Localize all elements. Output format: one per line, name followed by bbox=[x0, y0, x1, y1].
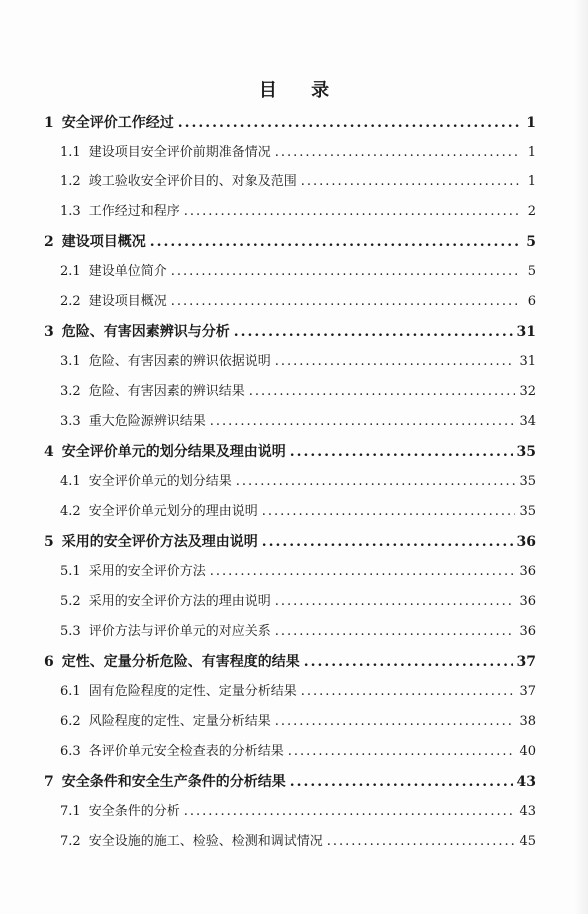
toc-leader-dots bbox=[275, 347, 516, 377]
toc-leader-dots bbox=[301, 677, 516, 707]
toc-entry-number: 3.1 bbox=[60, 354, 81, 369]
toc-entry-3-2 bbox=[60, 377, 536, 407]
toc-leader-dots bbox=[249, 377, 516, 407]
toc-entry-3 bbox=[44, 317, 536, 347]
toc-leader-dots bbox=[290, 767, 513, 797]
toc-entry-title: 安全设施的施工、检验、检测和调试情况 bbox=[88, 834, 323, 849]
toc-leader-dots bbox=[171, 257, 520, 287]
toc-entry-number: 2.1 bbox=[60, 264, 81, 279]
toc-entry-number: 3 bbox=[44, 324, 54, 340]
toc-entry-title: 建设项目概况 bbox=[61, 234, 146, 250]
toc-entry-number: 4.2 bbox=[60, 504, 81, 519]
toc-entry-2-2 bbox=[60, 287, 536, 317]
toc-entry-number: 2 bbox=[44, 234, 54, 250]
toc-entry-number: 6.2 bbox=[60, 714, 81, 729]
toc-entry-1-1 bbox=[60, 138, 536, 168]
toc-leader-dots bbox=[275, 138, 520, 168]
toc-entry-title: 危险、有害因素的辨识依据说明 bbox=[88, 354, 271, 369]
toc-entry-4-2 bbox=[60, 497, 536, 527]
toc-entry-4-1 bbox=[60, 467, 536, 497]
toc-entry-title: 安全条件的分析 bbox=[88, 804, 180, 819]
toc-entry-6-2 bbox=[60, 707, 536, 737]
toc-entry-title: 竣工验收安全评价目的、对象及范围 bbox=[88, 174, 297, 189]
toc-entry-title: 工作经过和程序 bbox=[88, 204, 180, 219]
toc-entry-number: 3.3 bbox=[60, 414, 81, 429]
toc-entry-number: 5.3 bbox=[60, 624, 81, 639]
toc-leader-dots bbox=[275, 707, 516, 737]
toc-entry-page: 32 bbox=[519, 384, 536, 399]
toc-leader-dots bbox=[301, 167, 520, 197]
toc-entry-title: 固有危险程度的定性、定量分析结果 bbox=[88, 684, 297, 699]
toc-leader-dots bbox=[234, 317, 513, 347]
toc-entry-2-1 bbox=[60, 257, 536, 287]
toc-entry-5-2 bbox=[60, 587, 536, 617]
toc-entry-number: 1.2 bbox=[60, 174, 81, 189]
toc-entry-page: 35 bbox=[519, 504, 536, 519]
toc-leader-dots bbox=[262, 497, 516, 527]
toc-entry-1-3 bbox=[60, 197, 536, 227]
page-edge-shadow bbox=[574, 0, 588, 914]
toc-leader-dots bbox=[327, 827, 516, 857]
toc-leader-dots bbox=[184, 797, 516, 827]
toc-entry-title: 安全评价工作经过 bbox=[61, 115, 174, 131]
toc-leader-dots bbox=[210, 407, 516, 437]
toc-entry-title: 安全评价单元划分的理由说明 bbox=[88, 504, 258, 519]
toc-leader-dots bbox=[275, 587, 516, 617]
toc-leader-dots bbox=[210, 557, 516, 587]
toc-entry-title: 采用的安全评价方法 bbox=[88, 564, 206, 579]
toc-entry-6-3 bbox=[60, 737, 536, 767]
toc-entry-2 bbox=[44, 227, 536, 257]
toc-leader-dots bbox=[178, 108, 520, 138]
toc-entry-number: 1 bbox=[44, 115, 54, 131]
toc-entry-number: 6 bbox=[44, 654, 54, 670]
toc-entry-number: 7 bbox=[44, 774, 54, 790]
toc-entry-number: 6.3 bbox=[60, 744, 81, 759]
toc-entry-page: 43 bbox=[519, 804, 536, 819]
toc-entry-title: 采用的安全评价方法的理由说明 bbox=[88, 594, 271, 609]
toc-entry-page: 5 bbox=[527, 264, 536, 279]
toc-entry-number: 5.1 bbox=[60, 564, 81, 579]
toc-leader-dots bbox=[290, 437, 513, 467]
toc-entry-title: 建设单位简介 bbox=[88, 264, 167, 279]
toc-entry-4 bbox=[44, 437, 536, 467]
toc-leader-dots bbox=[150, 227, 520, 257]
toc-entry-page: 36 bbox=[519, 594, 536, 609]
toc-entry-6-1 bbox=[60, 677, 536, 707]
toc-entry-title: 安全评价单元的划分结果 bbox=[88, 474, 232, 489]
toc-leader-dots bbox=[171, 287, 520, 317]
toc-entry-title: 危险、有害因素的辨识结果 bbox=[88, 384, 245, 399]
toc-entry-title: 建设项目安全评价前期准备情况 bbox=[88, 145, 271, 160]
toc-entry-5-1 bbox=[60, 557, 536, 587]
toc-entry-title: 评价方法与评价单元的对应关系 bbox=[88, 624, 271, 639]
toc-entry-page: 31 bbox=[516, 324, 536, 340]
toc-leader-dots bbox=[262, 527, 513, 557]
toc-entry-page: 1 bbox=[526, 115, 536, 131]
toc-entry-1-2 bbox=[60, 167, 536, 197]
toc-entry-page: 45 bbox=[519, 834, 536, 849]
toc-entry-7-1 bbox=[60, 797, 536, 827]
toc-entry-page: 37 bbox=[519, 684, 536, 699]
toc-entry-page: 36 bbox=[519, 624, 536, 639]
toc-entry-page: 34 bbox=[519, 414, 536, 429]
toc-entry-5 bbox=[44, 527, 536, 557]
toc-entry-title: 建设项目概况 bbox=[88, 294, 167, 309]
toc-entry-number: 2.2 bbox=[60, 294, 81, 309]
toc-entry-title: 各评价单元安全检查表的分析结果 bbox=[88, 744, 284, 759]
toc-entry-3-1 bbox=[60, 347, 536, 377]
toc-entry-number: 1.1 bbox=[60, 145, 81, 160]
toc-entry-page: 35 bbox=[519, 474, 536, 489]
toc-entry-number: 7.2 bbox=[60, 834, 81, 849]
toc-entry-number: 3.2 bbox=[60, 384, 81, 399]
toc-entry-page: 1 bbox=[527, 145, 536, 160]
toc-leader-dots bbox=[288, 737, 516, 767]
toc-entry-page: 31 bbox=[519, 354, 536, 369]
toc-leader-dots bbox=[275, 617, 516, 647]
toc-entry-number: 4 bbox=[44, 444, 54, 460]
toc-leader-dots bbox=[184, 197, 520, 227]
toc-entry-title: 采用的安全评价方法及理由说明 bbox=[61, 534, 258, 550]
toc-entry-number: 6.1 bbox=[60, 684, 81, 699]
toc-leader-dots bbox=[236, 467, 516, 497]
toc-entry-number: 5.2 bbox=[60, 594, 81, 609]
toc-entry-page: 37 bbox=[516, 654, 536, 670]
toc-entry-number: 1.3 bbox=[60, 204, 81, 219]
toc-entry-7-2 bbox=[60, 827, 536, 857]
toc-entry-title: 定性、定量分析危险、有害程度的结果 bbox=[61, 654, 300, 670]
toc-entry-number: 7.1 bbox=[60, 804, 81, 819]
toc-entry-page: 40 bbox=[519, 744, 536, 759]
toc-entry-title: 安全条件和安全生产条件的分析结果 bbox=[61, 774, 286, 790]
toc-entry-number: 4.1 bbox=[60, 474, 81, 489]
toc-entry-1 bbox=[44, 108, 536, 138]
toc-entry-page: 35 bbox=[516, 444, 536, 460]
toc-entry-page: 38 bbox=[519, 714, 536, 729]
toc-entry-page: 6 bbox=[527, 294, 536, 309]
toc-entry-page: 1 bbox=[527, 174, 536, 189]
toc-leader-dots bbox=[304, 647, 513, 677]
toc-entry-page: 43 bbox=[516, 774, 536, 790]
toc-entry-title: 危险、有害因素辨识与分析 bbox=[61, 324, 230, 340]
toc-entry-7 bbox=[44, 767, 536, 797]
toc-entry-page: 2 bbox=[527, 204, 536, 219]
toc-entry-title: 重大危险源辨识结果 bbox=[88, 414, 206, 429]
toc-entry-page: 5 bbox=[526, 234, 536, 250]
toc-entry-title: 安全评价单元的划分结果及理由说明 bbox=[61, 444, 286, 460]
toc-entry-title: 风险程度的定性、定量分析结果 bbox=[88, 714, 271, 729]
toc-entry-6 bbox=[44, 647, 536, 677]
toc-entry-page: 36 bbox=[516, 534, 536, 550]
toc-entry-3-3 bbox=[60, 407, 536, 437]
toc-entry-page: 36 bbox=[519, 564, 536, 579]
page-title: 目 录 bbox=[258, 80, 344, 101]
toc-entry-number: 5 bbox=[44, 534, 54, 550]
toc-entry-5-3 bbox=[60, 617, 536, 647]
